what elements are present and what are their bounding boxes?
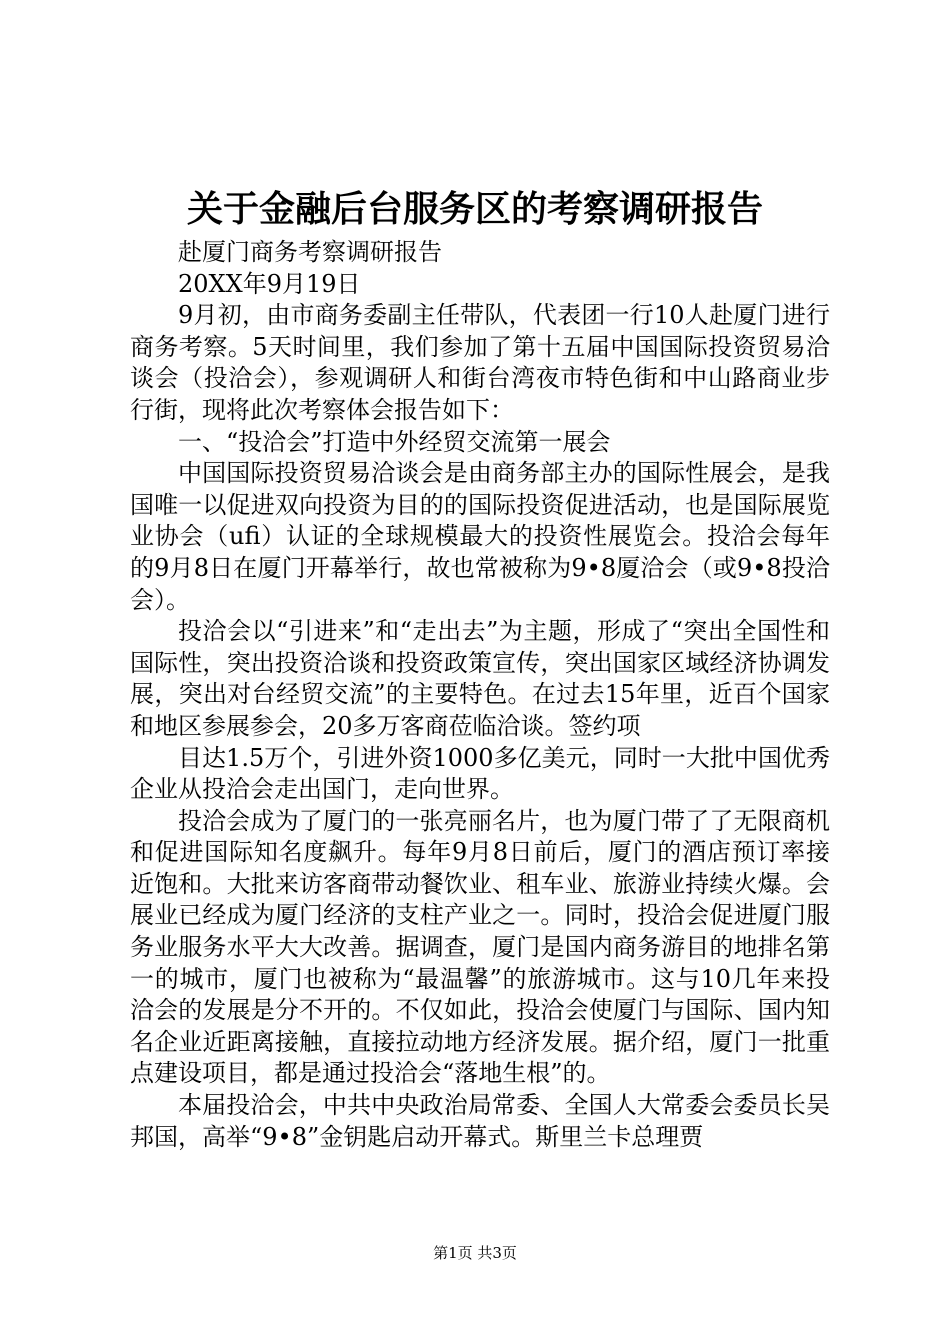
paragraph-body: 中国国际投资贸易洽谈会是由商务部主办的国际性展会，是我国唯一以促进双向投资为目的的国际投资促进活动，也是国际展览业协会（ufi）认证的全球规模最大的投资性展览会。投洽会每年的9月8日在厦门开幕举行，故也常被称为9•8厦洽会（或9•8投洽会）。 bbox=[130, 459, 830, 614]
paragraph-intro: 9月初，由市商务委副主任带队，代表团一行10人赴厦门进行商务考察。5天时间里，我们参加了第十五届中国国际投资贸易洽谈会（投洽会），参观调研人和街台湾夜市特色街和中山路商业步行街，现将此次考察体会报告如下： bbox=[130, 301, 830, 424]
section-heading-1: 一、“投洽会”打造中外经贸交流第一展会 bbox=[178, 427, 611, 456]
page-footer: 第1页 共3页 bbox=[433, 1244, 517, 1262]
paragraph-body: 投洽会成为了厦门的一张亮丽名片，也为厦门带了了无限商机和促进国际知名度飙升。每年9月8日前后，厦门的酒店预订率接近饱和。大批来访客商带动餐饮业、租车业、旅游业持续火爆。会展业已经成为厦门经济的支柱产业之一。同时，投洽会促进厦门服务业服务水平大大改善。据调查，厦门是国内商务游目的地排名第一的城市，厦门也被称为“最温馨”的旅游城市。这与10几年来投洽会的发展是分不开的。不仅如此，投洽会使厦门与国际、国内知名企业近距离接触，直接拉动地方经济发展。据介绍，厦门一批重点建设项目，都是通过投洽会“落地生根”的。 bbox=[130, 806, 830, 1088]
paragraph-date: 20XX年9月19日 bbox=[178, 269, 361, 298]
paragraph-subtitle: 赴厦门商务考察调研报告 bbox=[178, 238, 442, 266]
paragraph-body: 目达1.5万个，引进外资1000多亿美元，同时一大批中国优秀企业从投洽会走出国门，走向世界。 bbox=[130, 743, 830, 804]
paragraph-body: 本届投洽会，中共中央政治局常委、全国人大常委会委员长吴邦国，高举“9•8”金钥匙启动开幕式。斯里兰卡总理贾 bbox=[130, 1091, 830, 1151]
paragraph-body: 投洽会以“引进来”和“走出去”为主题，形成了“突出全国性和国际性，突出投资洽谈和投资政策宣传，突出国家区域经济协调发展，突出对台经贸交流”的主要特色。在过去15年里，近百个国家和地区参展参会，20多万客商莅临洽谈。签约项 bbox=[130, 617, 830, 740]
document-title: 关于金融后台服务区的考察调研报告 bbox=[186, 188, 763, 230]
document-body bbox=[130, 237, 830, 1153]
